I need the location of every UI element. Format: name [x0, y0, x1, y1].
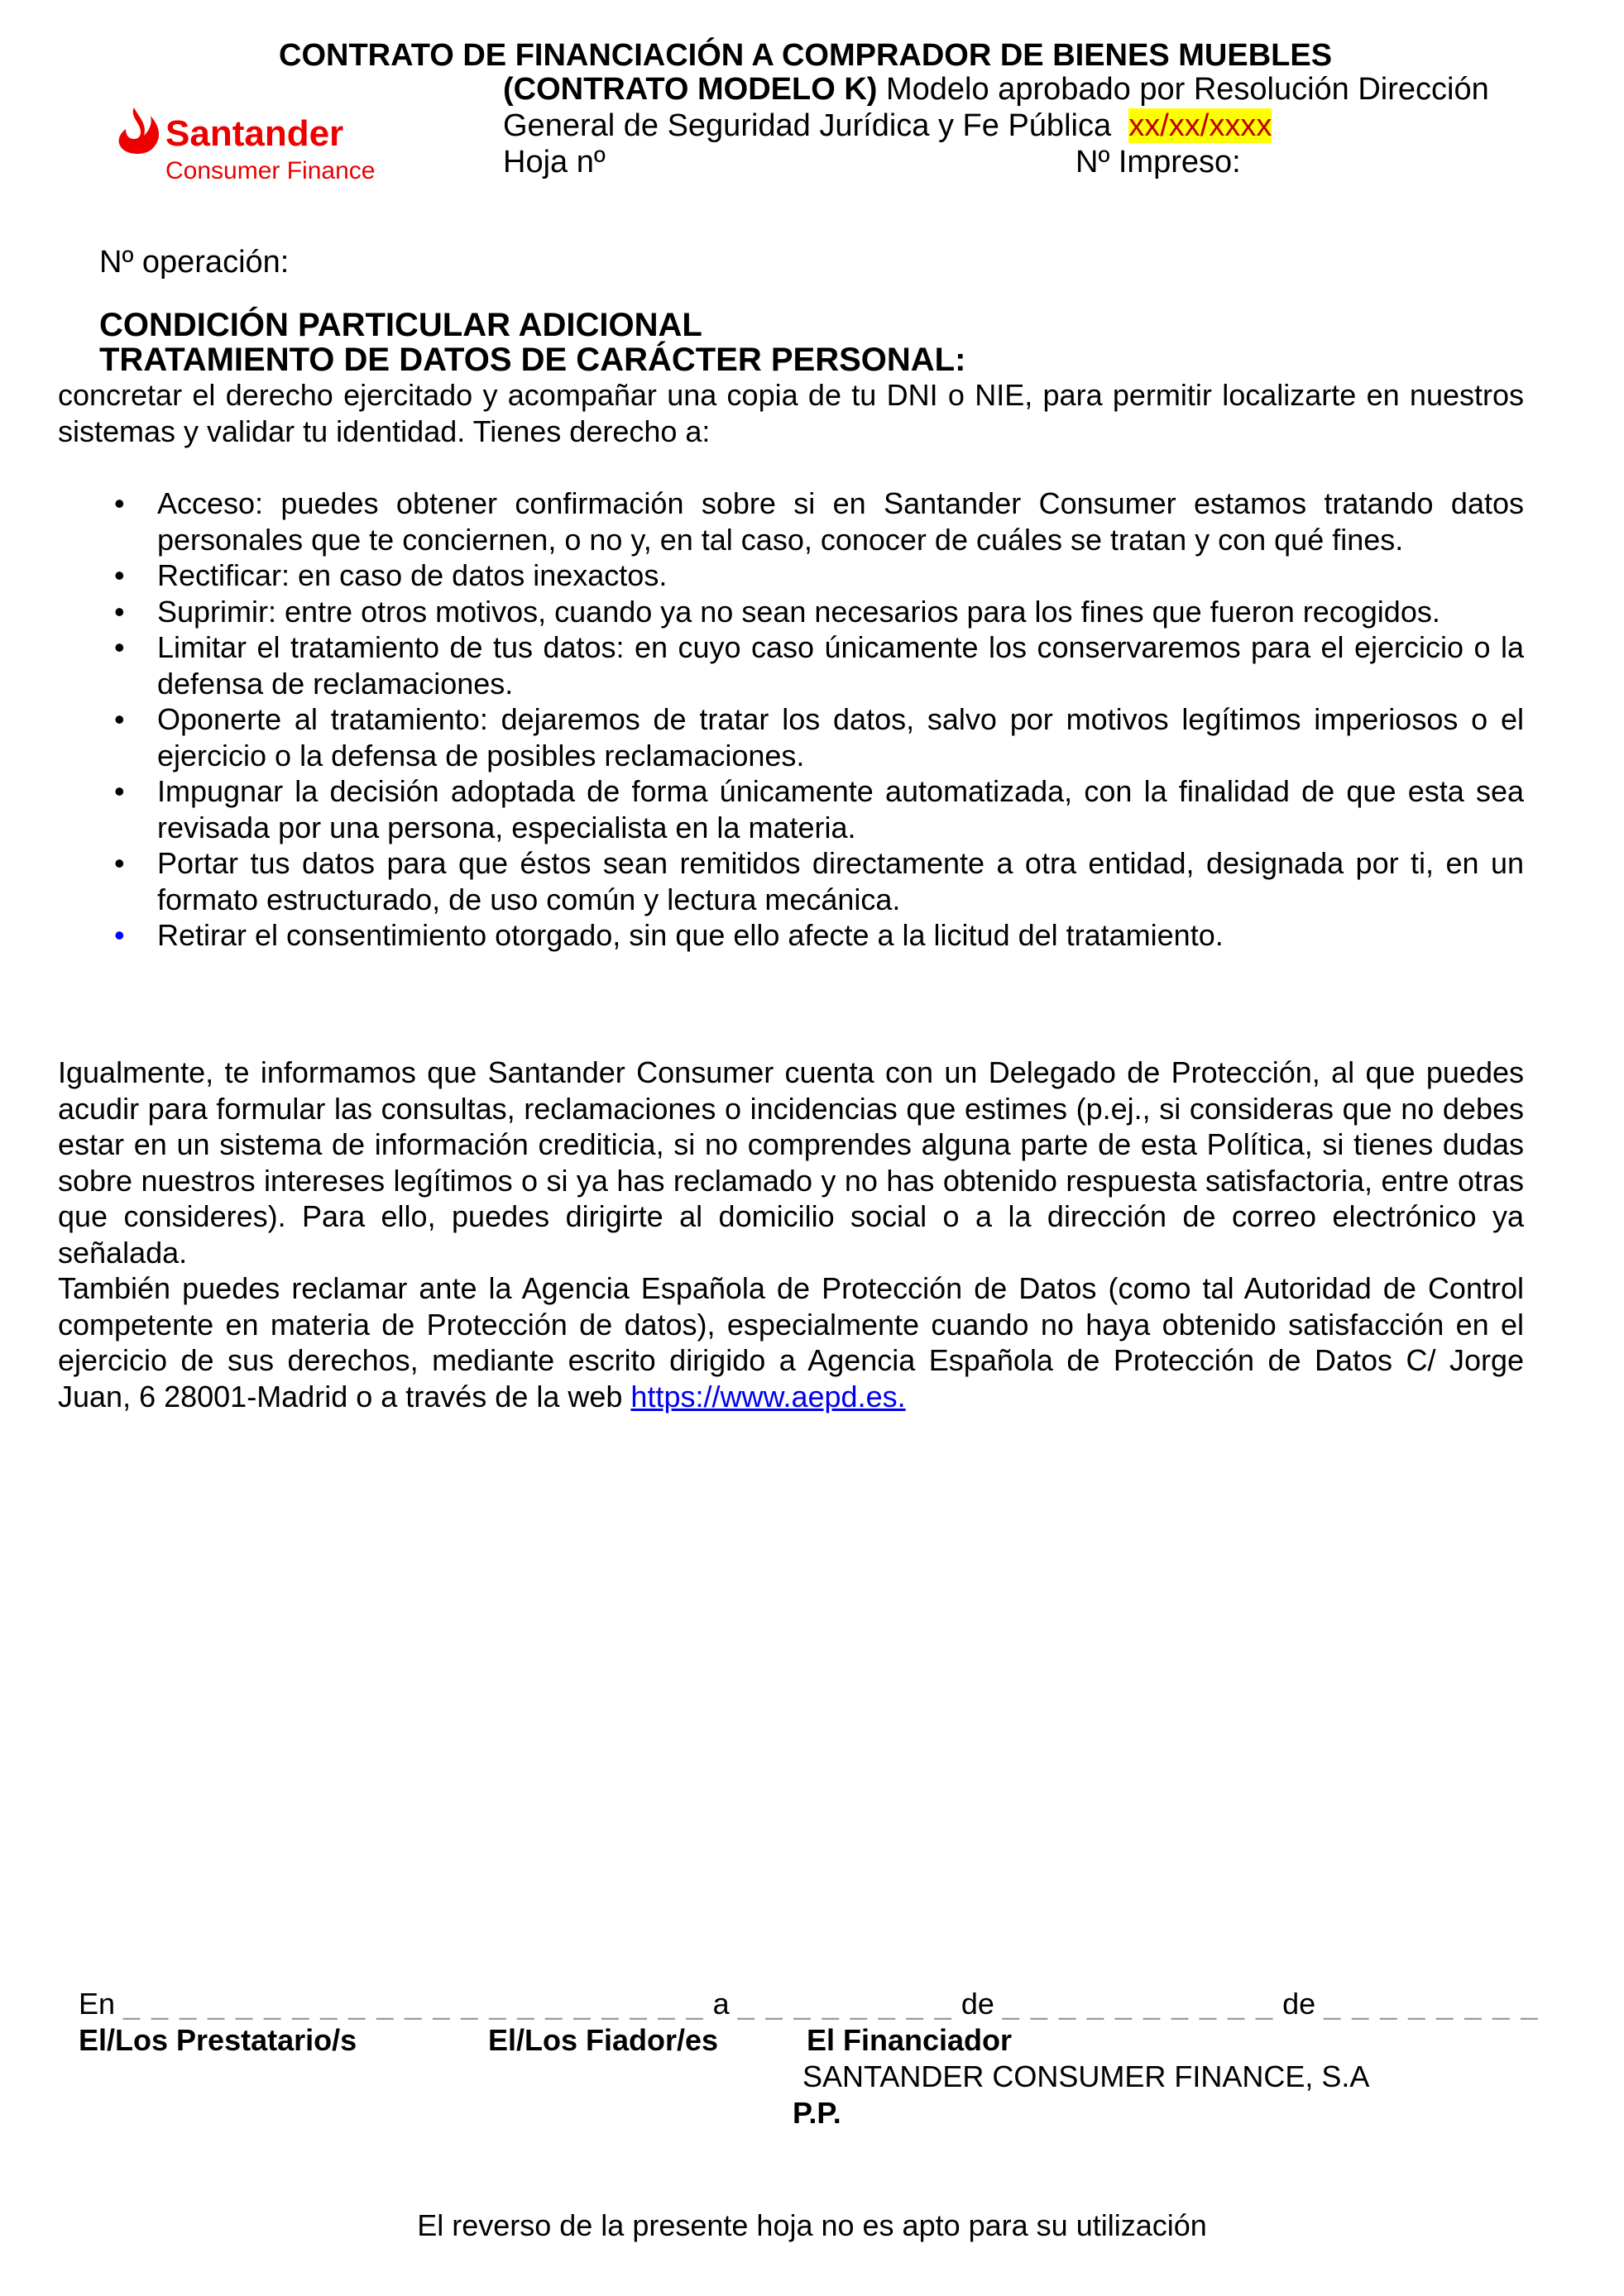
data-protection-paragraphs — [58, 1055, 1524, 1414]
month-blank: _ _ _ _ _ _ _ _ _ _ — [1002, 1987, 1275, 2021]
aepd-link[interactable]: https://www.aepd.es. — [630, 1379, 906, 1413]
aepd-text: También puedes reclamar ante la Agencia Española de Protección de Datos (como tal Autoridad de Control competente en materia de Protección de datos), especialmente cuando no haya obtenido satisfacción en el ejercicio de sus derechos, mediante escrito dirigido a Agencia Española de Protección de Datos C/ Jorge Juan, 6 28001-Madrid o a través de la web — [58, 1271, 1524, 1413]
place-blank: _ _ _ _ _ _ _ _ _ _ _ _ _ _ _ _ _ _ _ _ _ — [123, 1987, 705, 2021]
year-label: de — [1282, 1987, 1316, 2021]
right-text: Rectificar: en caso de datos inexactos. — [157, 558, 668, 592]
right-text: Retirar el consentimiento otorgado, sin que ello afecte a la licitud del tratamiento. — [157, 918, 1224, 952]
aepd-paragraph — [58, 1270, 1524, 1414]
list-item — [58, 629, 1524, 701]
condition-heading — [99, 308, 965, 377]
dpo-paragraph: Igualmente, te informamos que Santander Consumer cuenta con un Delegado de Protección, al que puedes acudir para formular las consultas, reclamaciones o incidencias que estimes (p.ej., si consideras que no debes estar en un sistema de información crediticia, si no comprendes alguna parte de esta Política, si tienes dudas sobre nuestros intereses legítimos o si ya has reclamado y no has obtenido respuesta satisfactoria, entre otras que consideres). Para ello, puedes dirigirte al domicilio social o a la dirección de correo electrónico ya señalada. — [58, 1055, 1524, 1270]
document-title: CONTRATO DE FINANCIACIÓN A COMPRADOR DE BIENES MUEBLES — [279, 38, 1333, 73]
list-item — [58, 773, 1524, 845]
bullet-icon: • — [114, 630, 125, 664]
resolution-text: General de Seguridad Jurídica y Fe Pública — [503, 108, 1112, 143]
right-text: Suprimir: entre otros motivos, cuando ya no sean necesarios para los fines que fueron recogidos. — [157, 594, 1440, 629]
bullet-icon: • — [114, 486, 125, 520]
month-label: de — [961, 1987, 994, 2021]
list-item — [58, 557, 1524, 594]
rights-list — [58, 486, 1524, 954]
model-name: (CONTRATO MODELO K) — [503, 72, 878, 107]
bullet-icon: • — [114, 702, 125, 736]
right-text: Impugnar la decisión adoptada de forma únicamente automatizada, con la finalidad de que esta sea revisada por una persona, especialista en la materia. — [157, 774, 1524, 844]
flame-icon — [114, 106, 387, 185]
place-label: En — [79, 1987, 116, 2021]
model-approval-text: Modelo aprobado por Resolución Dirección — [877, 72, 1489, 107]
lender-signature-label: El Financiador — [807, 2023, 1013, 2057]
resolution-line — [503, 108, 1272, 144]
bullet-icon: • — [114, 594, 125, 629]
list-item — [58, 845, 1524, 917]
resolution-date-placeholder: xx/xx/xxxx — [1128, 108, 1272, 143]
condition-heading-1: CONDICIÓN PARTICULAR ADICIONAL — [99, 307, 702, 343]
year-blank: _ _ _ _ _ _ _ _ — [1324, 1987, 1540, 2021]
bullet-icon: • — [114, 558, 125, 592]
borrower-signature-label: El/Los Prestatario/s — [79, 2023, 357, 2057]
operation-number-label: Nº operación: — [99, 245, 290, 280]
footer-note: El reverso de la presente hoja no es apto para su utilización — [417, 2208, 1207, 2242]
lender-company-name: SANTANDER CONSUMER FINANCE, S.A — [802, 2059, 1370, 2093]
santander-consumer-logo — [114, 106, 387, 185]
day-label: a — [712, 1987, 730, 2021]
bullet-icon: • — [114, 846, 125, 880]
list-item — [58, 594, 1524, 630]
lender-pp-label: P.P. — [793, 2096, 841, 2130]
intro-text: concretar el derecho ejercitado y acompañar una copia de tu DNI o NIE, para permitir localizarte en nuestros sistemas y validar tu identidad. Tienes derecho a: — [58, 378, 1524, 448]
bullet-icon: • — [114, 918, 125, 952]
rights-list-container — [58, 486, 1524, 954]
print-number-label: Nº Impreso: — [1075, 145, 1241, 179]
right-text: Acceso: puedes obtener confirmación sobre si en Santander Consumer estamos tratando datos personales que te conciernen, o no y, en tal caso, conocer de cuáles se tratan y con qué fines. — [157, 486, 1524, 557]
model-line — [503, 71, 1489, 108]
guarantor-signature-label: El/Los Fiador/es — [488, 2023, 719, 2057]
condition-heading-2: TRATAMIENTO DE DATOS DE CARÁCTER PERSONAL: — [99, 342, 966, 378]
logo-brand-text: Santander — [165, 113, 344, 154]
logo-sub-text: Consumer Finance — [165, 157, 376, 184]
right-text: Portar tus datos para que éstos sean remitidos directamente a otra entidad, designada por ti, en un formato estructurado, de uso común y lectura mecánica. — [157, 846, 1524, 916]
sheet-number-label: Hoja nº — [503, 145, 606, 179]
bullet-icon: • — [114, 774, 125, 808]
right-text: Limitar el tratamiento de tus datos: en cuyo caso únicamente los conservaremos para el ejercicio o la defensa de reclamaciones. — [157, 630, 1524, 701]
list-item — [58, 917, 1524, 954]
signature-place-date-line — [79, 1987, 1539, 2021]
list-item — [58, 486, 1524, 557]
day-blank: _ _ _ _ _ _ _ _ — [737, 1987, 953, 2021]
list-item — [58, 701, 1524, 773]
intro-paragraph — [58, 377, 1524, 449]
right-text: Oponerte al tratamiento: dejaremos de tratar los datos, salvo por motivos legítimos imperiosos o el ejercicio o la defensa de posibles reclamaciones. — [157, 702, 1524, 773]
